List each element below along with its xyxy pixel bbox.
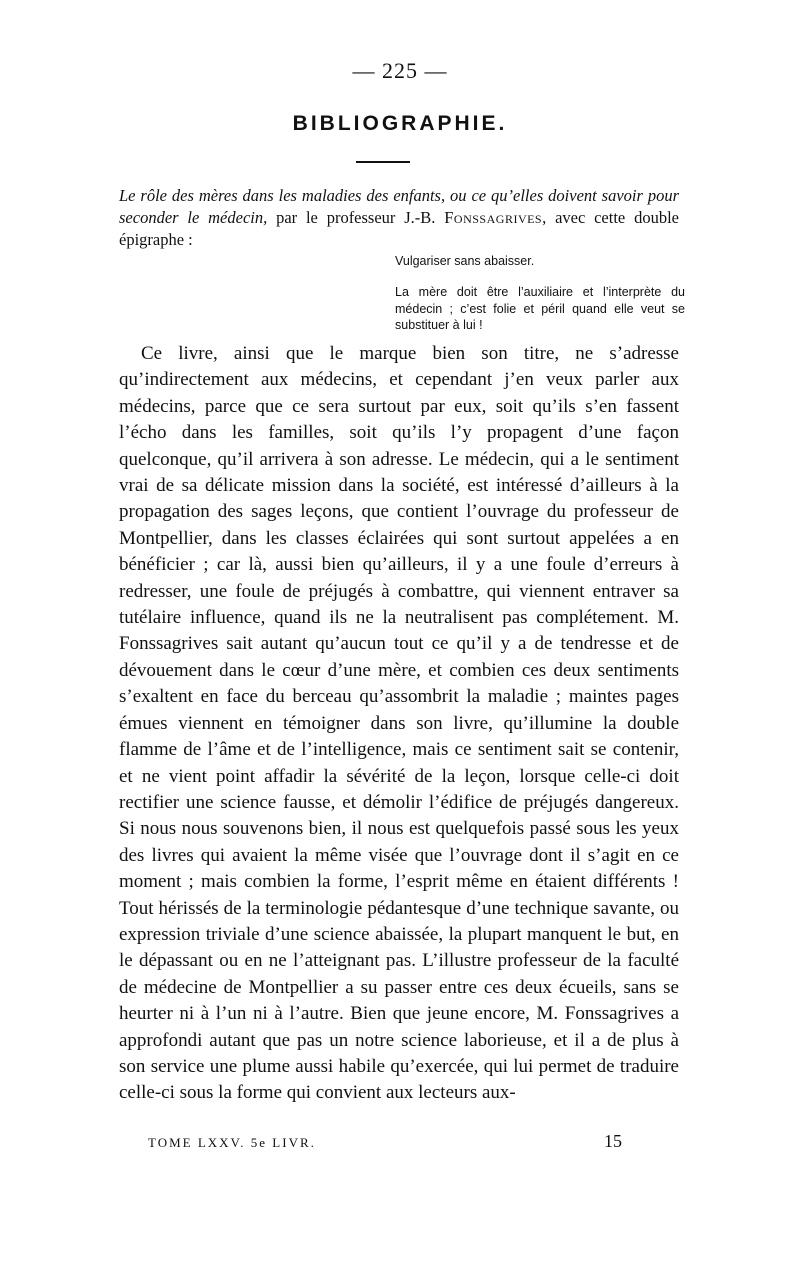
page-number: — 225 — xyxy=(352,58,448,83)
epigraph-line-2: La mère doit être l’auxiliaire et l’interprète du médecin ; c’est folie et péril quand elle veut se substituer à lui ! xyxy=(395,285,685,332)
review-body xyxy=(119,341,679,1107)
title-rule xyxy=(356,161,410,163)
book-reference-rest: , avec cette double épigraphe : xyxy=(119,208,679,249)
signature-mark: 15 xyxy=(604,1131,622,1151)
book-by: par le professeur J.-B. xyxy=(267,208,445,227)
book-author: Fonssagrives xyxy=(444,208,543,227)
section-title: BIBLIOGRAPHIE. xyxy=(292,112,508,135)
book-reference xyxy=(119,185,679,251)
book-title: Le rôle des mères dans les maladies des enfants, ou ce qu’elles doivent savoir pour seconder le médecin, xyxy=(119,186,679,227)
epigraph-line-1: Vulgariser sans abaisser. xyxy=(395,254,535,268)
volume-footer: TOME LXXV. 5e LIVR. xyxy=(148,1135,316,1150)
body-paragraph: Ce livre, ainsi que le marque bien son titre, ne s’adresse qu’indirectement aux médecins, et cependant j’en veux parler aux médecins, parce que ce sera surtout par eux, soit qu’ils s’en fassent l’écho dans les familles, soit qu’ils l’y propagent d’une façon quelconque, qu’il arrivera à son adresse. Le médecin, qui a le sentiment vrai de sa délicate mission dans la société, est intéressé d’ailleurs à la propagation des sages leçons, que contient l’ouvrage du professeur de Montpellier, dans les classes éclairées qui sont surtout appelées a en bénéficier ; car là, aussi bien qu’ailleurs, il y a une foule d’erreurs à redresser, une foule de préjugés à combattre, qui viennent entraver sa tutélaire influence, quand ils ne la neutralisent pas complétement. M. Fonssagrives sait autant qu’aucun tout ce qu’il y a de tendresse et de dévouement dans le cœur d’une mère, et combien ces deux sentiments s’exaltent en face du berceau qu’assombrit la maladie ; maintes pages émues viennent en témoigner dans son livre, qu’illumine la double flamme de l’âme et de l’intelligence, mais ce sentiment sait se contenir, et ne vient point affadir la sévérité de la leçon, lorsque celle-ci doit rectifier une science fausse, et démolir l’édifice de préjugés dangereux. Si nous nous souvenons bien, il nous est quelquefois passé sous les yeux des livres qui avaient la même visée que l’ouvrage dont il s’agit en ce moment ; mais combien la forme, l’esprit même en étaient différents ! Tout hérissés de la terminologie pédantesque d’une technique savante, ou expression triviale d’une science abaissée, la plupart manquent le but, en le dépassant ou en ne l’atteignant pas. L’illustre professeur de la faculté de médecine de Montpellier a su passer entre ces deux écueils, sans se heurter ni à l’un ni à l’autre. Bien que jeune encore, M. Fonssagrives a approfondi autant que pas un notre science laborieuse, et il a de plus à son service une plume aussi habile qu’exercée, qui lui permet de traduire celle-ci sous la forme qui convient aux lecteurs aux- xyxy=(119,343,679,1104)
